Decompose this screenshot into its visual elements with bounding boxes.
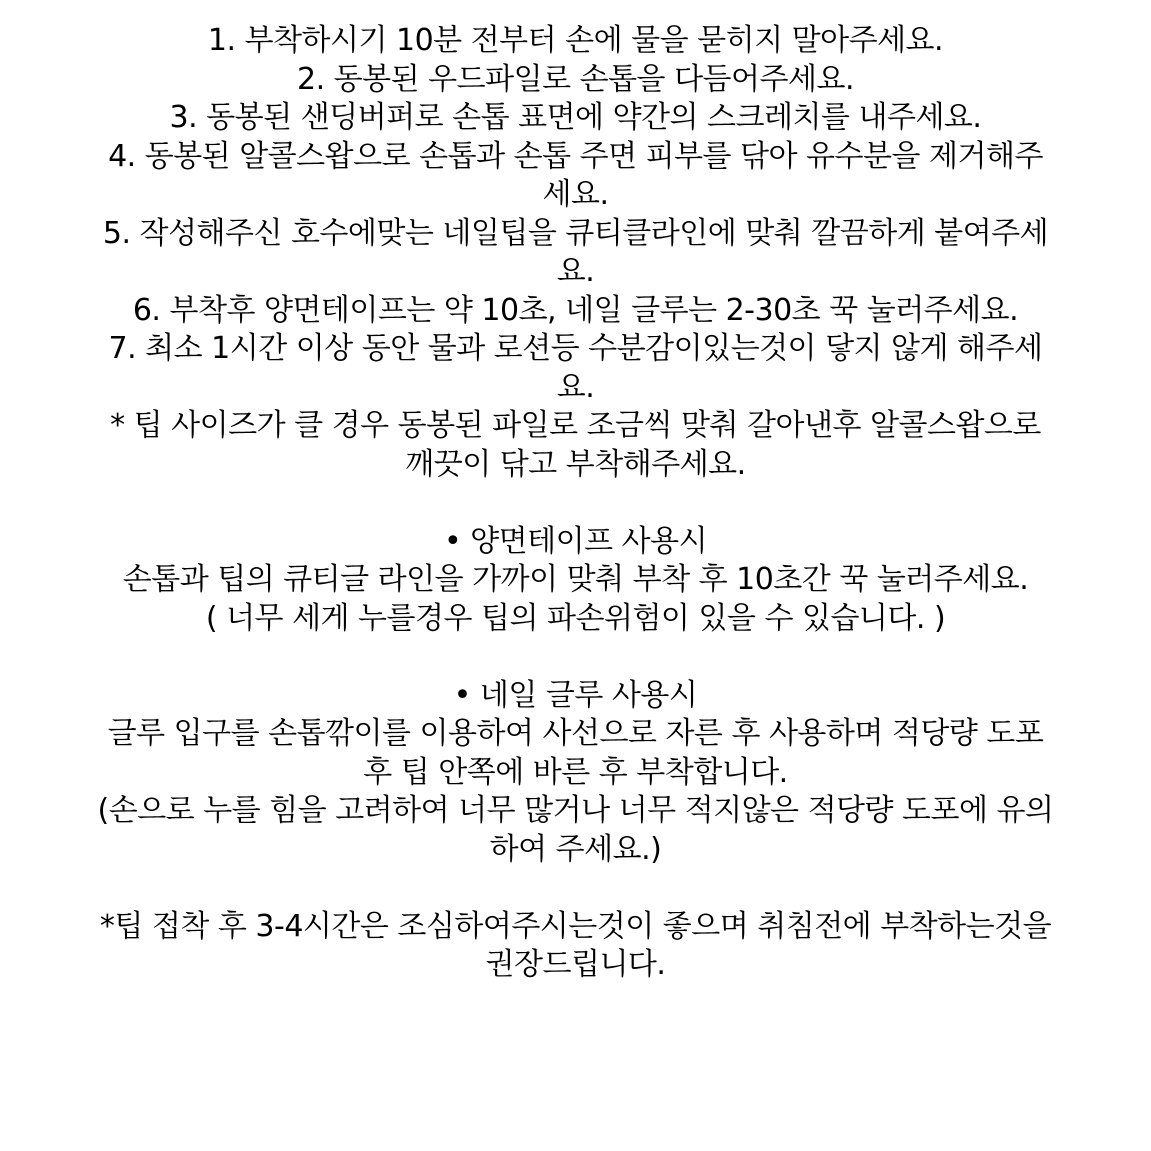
instruction-step-3: 3. 동봉된 샌딩버퍼로 손톱 표면에 약간의 스크레치를 내주세요. [169, 100, 982, 135]
glue-section-heading: • 네일 글루 사용시 [453, 677, 698, 713]
final-note-cont: 권장드립니다. [485, 947, 666, 982]
section-spacer [0, 484, 1151, 523]
instruction-step-7-cont: 요. [556, 369, 595, 405]
section-spacer [0, 869, 1151, 908]
glue-section-caution-cont: 하여 주세요.) [489, 831, 662, 867]
tape-section-heading: • 양면테이프 사용시 [443, 523, 708, 559]
instruction-step-2: 2. 동봉된 우드파일로 손톱을 다듬어주세요. [297, 61, 854, 97]
size-note: * 팁 사이즈가 클 경우 동봉된 파일로 조금씩 맞춰 갈아낸후 알콜스왑으로 [110, 408, 1041, 443]
instruction-step-7: 7. 최소 1시간 이상 동안 물과 로션등 수분감이있는것이 닿지 않게 해주세 [108, 331, 1043, 366]
size-note-cont: 깨끗이 닦고 부착해주세요. [405, 446, 746, 482]
instruction-step-4-cont: 세요. [542, 177, 609, 212]
section-spacer [0, 638, 1151, 677]
nail-tip-application-guide [0, 22, 1151, 985]
glue-section-text: 글루 입구를 손톱깎이를 이용하여 사선으로 자른 후 사용하며 적당량 도포 [107, 716, 1044, 751]
final-note: *팁 접착 후 3-4시간은 조심하여주시는것이 좋으며 취침전에 부착하는것을 [99, 908, 1052, 944]
instruction-step-4: 4. 동봉된 알콜스왑으로 손톱과 손톱 주면 피부를 닦아 유수분을 제거해주 [108, 138, 1043, 174]
glue-section-text-cont: 후 팁 안쪽에 바른 후 부착합니다. [363, 754, 788, 790]
instruction-step-1: 1. 부착하시기 10분 전부터 손에 물을 묻히지 말아주세요. [207, 23, 944, 58]
glue-section-caution: (손으로 누를 힘을 고려하여 너무 많거나 너무 적지않은 적당량 도포에 유의 [97, 793, 1054, 828]
instruction-step-5-cont: 요. [556, 254, 595, 289]
tape-section-text: 손톱과 팁의 큐티글 라인을 가까이 맞춰 부착 후 10초간 꾹 눌러주세요. [122, 562, 1029, 597]
instruction-step-5: 5. 작성해주신 호수에맞는 네일팁을 큐티클라인에 맞춰 깔끔하게 붙여주세 [102, 215, 1049, 251]
tape-section-warning: ( 너무 세게 누를경우 팁의 파손위험이 있을 수 있습니다. ) [205, 600, 946, 636]
instruction-step-6: 6. 부착후 양면테이프는 약 10초, 네일 글루는 2-30초 꾹 눌러주세요. [132, 292, 1019, 328]
